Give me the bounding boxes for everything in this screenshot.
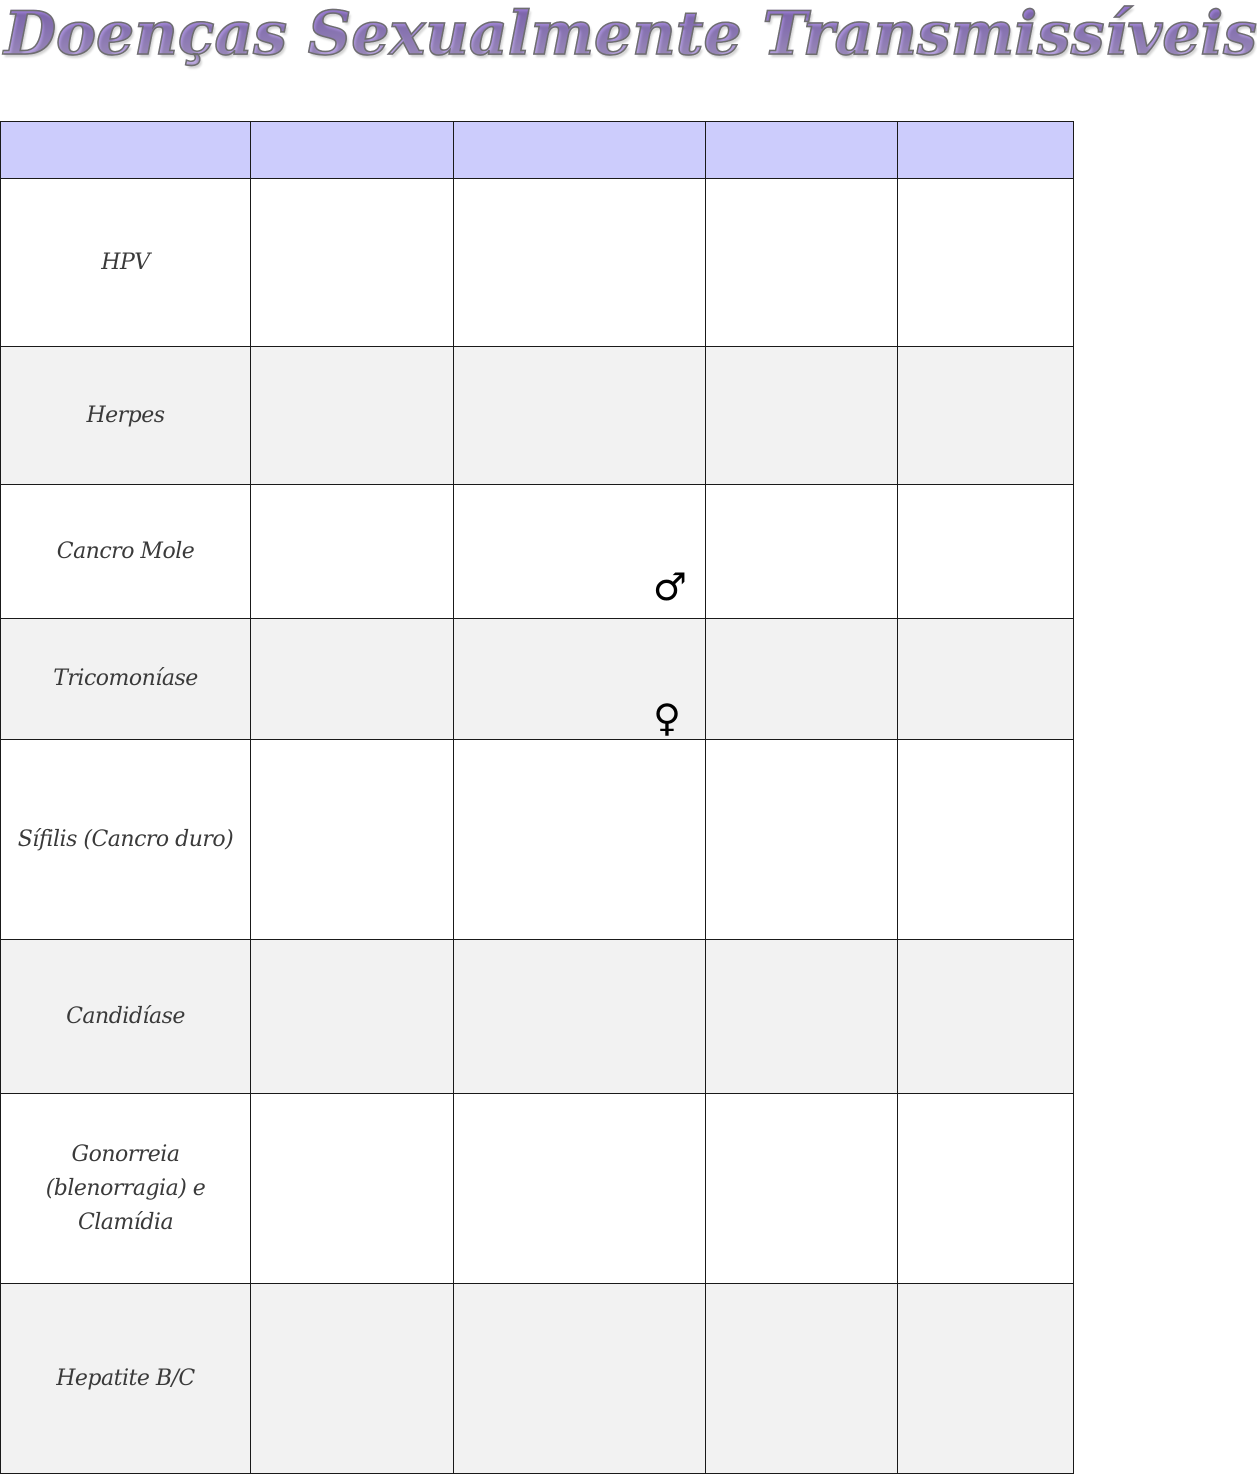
- table-cell[interactable]: [706, 619, 898, 740]
- table-cell[interactable]: [454, 619, 706, 740]
- table-cell[interactable]: [898, 179, 1074, 347]
- table-cell[interactable]: [251, 179, 454, 347]
- table-cell[interactable]: [898, 940, 1074, 1094]
- table-cell[interactable]: [898, 485, 1074, 619]
- row-label-cell: [1, 179, 251, 347]
- table-cell[interactable]: [898, 1094, 1074, 1284]
- row-label-cell: [1, 1284, 251, 1474]
- row-label: Herpes: [86, 402, 165, 428]
- table-cell[interactable]: [898, 347, 1074, 485]
- row-label-cell: [1, 619, 251, 740]
- table-cell[interactable]: [251, 1284, 454, 1474]
- table-row-candidiase: [1, 940, 1074, 1094]
- row-label: Hepatite B/C: [56, 1365, 195, 1391]
- table-cell[interactable]: [251, 485, 454, 619]
- table-row-herpes: [1, 347, 1074, 485]
- header-cell-4: [706, 122, 898, 179]
- table-row-tricomoniase: [1, 619, 1074, 740]
- row-label-cell: [1, 940, 251, 1094]
- table-cell[interactable]: [706, 179, 898, 347]
- table-cell[interactable]: [706, 347, 898, 485]
- table-cell[interactable]: [454, 740, 706, 940]
- std-table: [0, 121, 1074, 1474]
- table-cell[interactable]: [454, 1094, 706, 1284]
- table-cell[interactable]: [898, 619, 1074, 740]
- table-cell[interactable]: [706, 1094, 898, 1284]
- header-cell-2: [251, 122, 454, 179]
- table-cell[interactable]: [251, 619, 454, 740]
- table-cell[interactable]: [251, 940, 454, 1094]
- header-cell-5: [898, 122, 1074, 179]
- row-label-cell: [1, 1094, 251, 1284]
- table-row-sifilis: [1, 740, 1074, 940]
- table-cell[interactable]: [251, 740, 454, 940]
- table-cell[interactable]: [251, 1094, 454, 1284]
- table-row-cancro-mole: [1, 485, 1074, 619]
- row-label: HPV: [101, 249, 150, 275]
- row-label: Sífilis (Cancro duro): [17, 826, 234, 852]
- table-row-gonorreia: [1, 1094, 1074, 1284]
- table-header-row: [1, 122, 1074, 179]
- table-cell[interactable]: [454, 1284, 706, 1474]
- row-label: Gonorreia (blenorragia) e Clamídia: [45, 1141, 206, 1235]
- header-cell-3: [454, 122, 706, 179]
- row-label: Candidíase: [66, 1003, 185, 1029]
- row-label-cell: [1, 485, 251, 619]
- table-cell[interactable]: [706, 940, 898, 1094]
- table-cell[interactable]: [706, 740, 898, 940]
- table-cell[interactable]: [454, 179, 706, 347]
- table-cell[interactable]: [706, 485, 898, 619]
- row-label: Cancro Mole: [56, 538, 195, 564]
- table-cell[interactable]: [454, 940, 706, 1094]
- table-cell[interactable]: [898, 1284, 1074, 1474]
- row-label-cell: [1, 740, 251, 940]
- table-cell[interactable]: [454, 485, 706, 619]
- row-label-cell: [1, 347, 251, 485]
- page-title: Doenças Sexualmente Transmissíveis: [4, 0, 1257, 74]
- table-cell[interactable]: [251, 347, 454, 485]
- row-label: Tricomoníase: [53, 666, 198, 691]
- male-icon: ♂: [652, 565, 687, 609]
- table-row-hpv: [1, 179, 1074, 347]
- female-icon: ♀: [653, 696, 681, 740]
- header-cell-1: [1, 122, 251, 179]
- table-cell[interactable]: [898, 740, 1074, 940]
- table-row-hepatite: [1, 1284, 1074, 1474]
- table-cell[interactable]: [454, 347, 706, 485]
- table-cell[interactable]: [706, 1284, 898, 1474]
